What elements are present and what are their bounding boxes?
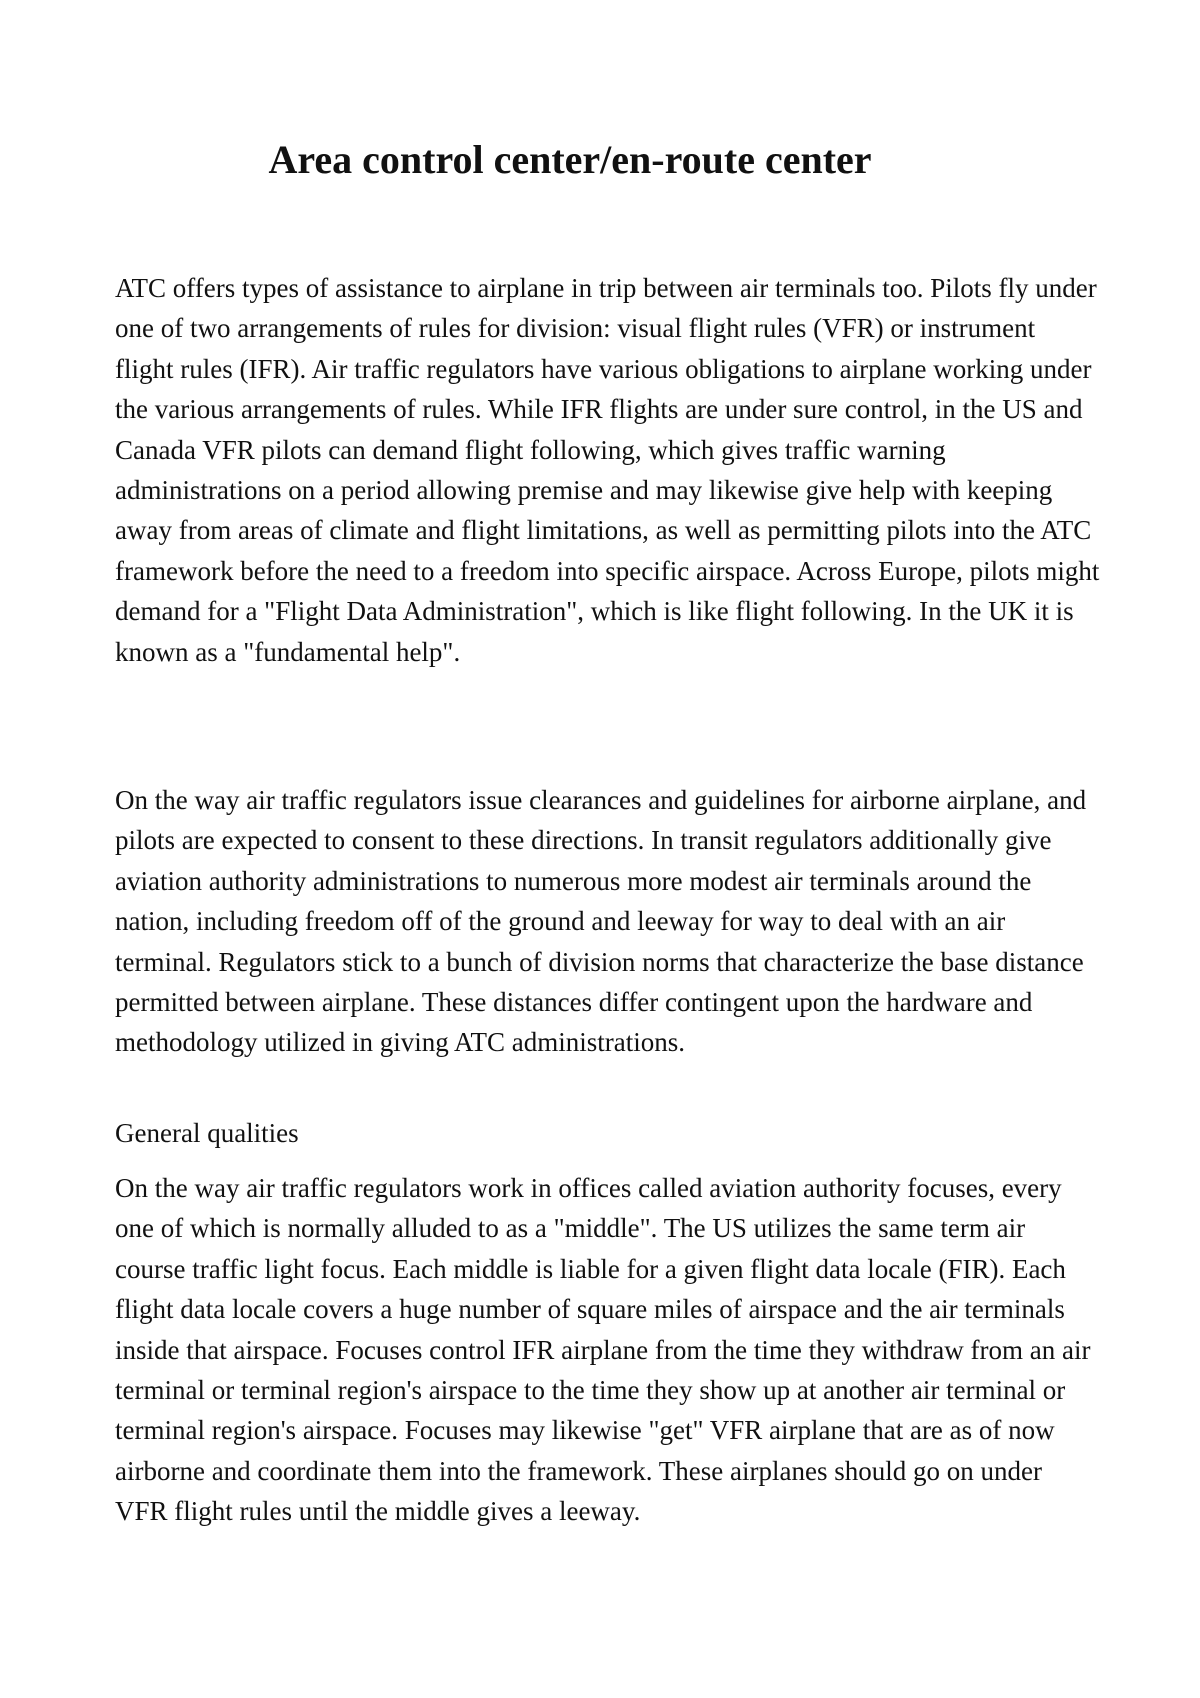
paragraph-intro: ATC offers types of assistance to airplane in trip between air terminals too. Pilots fly under one of two arrangements of rules for division: visual flight rules (VFR) or instrument flight rules (IFR). Air traffic regulators have various obligations to airplane working under the various arrangements of rules. While IFR flights are under sure control, in the US and Canada VFR pilots can demand flight following, which gives traffic warning administrations on a period allowing premise and may likewise give help with keeping away from areas of climate and flight limitations, as well as permitting pilots into the ATC framework before the need to a freedom into specific airspace. Across Europe, pilots might demand for a "Flight Data Administration", which is like flight following. In the UK it is known as a "fundamental help". (115, 273, 1100, 667)
paragraph-en-route: On the way air traffic regulators issue clearances and guidelines for airborne airplane, and pilots are expected to consent to these directions. In transit regulators additionally give aviation authority administrations to numerous more modest air terminals around the nation, including freedom off of the ground and leeway for way to deal with an air terminal. Regulators stick to a bunch of division norms that characterize the base distance permitted between airplane. These distances differ contingent upon the hardware and methodology utilized in giving ATC administrations. (115, 785, 1087, 1058)
paragraph-general-qualities: On the way air traffic regulators work in offices called aviation authority focuses, every one of which is normally alluded to as a "middle". The US utilizes the same term air course traffic light focus. Each middle is liable for a given flight data locale (FIR). Each flight data locale covers a huge number of square miles of airspace and the air terminals inside that airspace. Focuses control IFR airplane from the time they withdraw from an air terminal or terminal region's airspace to the time they show up at another air terminal or terminal region's airspace. Focuses may likewise "get" VFR airplane that are as of now airborne and coordinate them into the framework. These airplanes should go on under VFR flight rules until the middle gives a leeway. (115, 1173, 1091, 1527)
document-title: Area control center/en-route center (268, 137, 872, 182)
section-heading-general-qualities: General qualities (115, 1118, 299, 1148)
